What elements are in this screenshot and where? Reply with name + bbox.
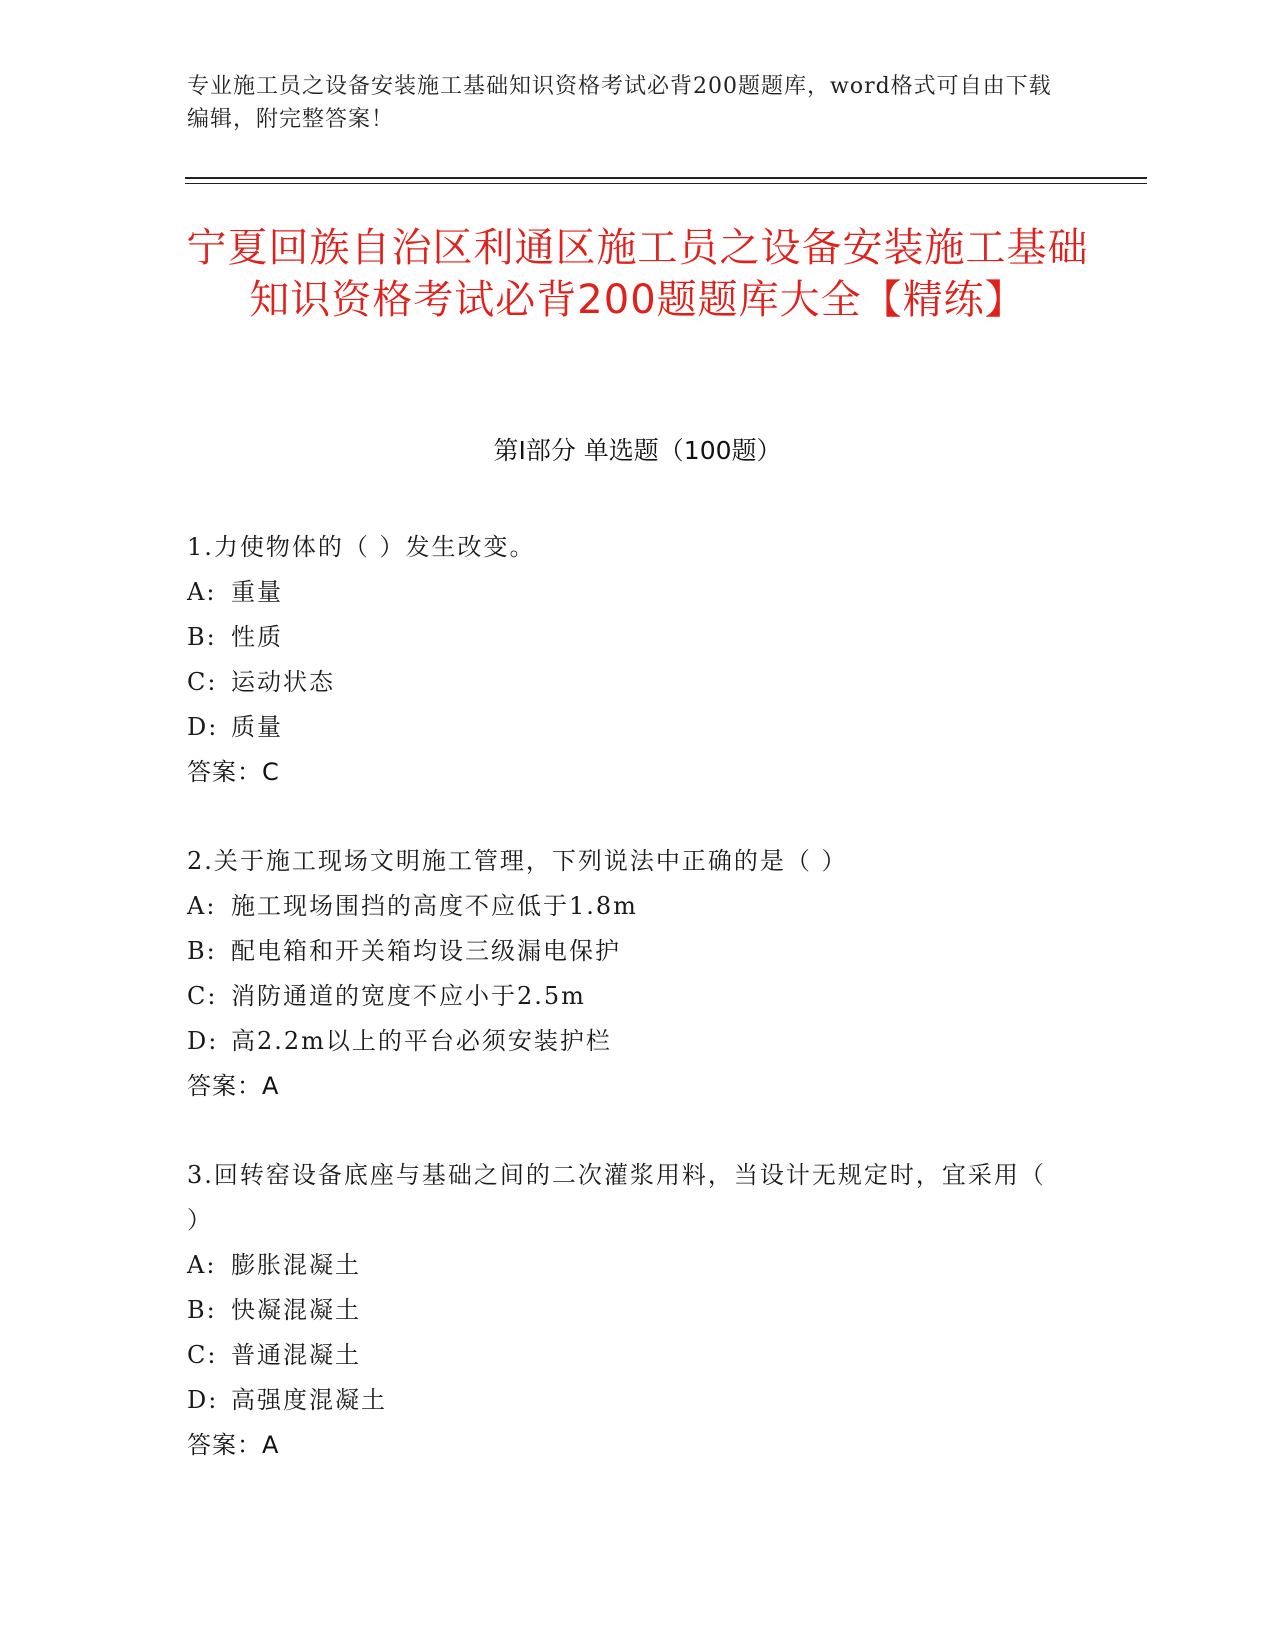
option-text: 性质 xyxy=(231,623,283,651)
answer-label: 答案： xyxy=(187,758,262,786)
answer-line xyxy=(187,1064,1067,1109)
option-letter: A: xyxy=(187,578,217,606)
header-rule-thick xyxy=(185,177,1147,179)
question-stem: 3.回转窑设备底座与基础之间的二次灌浆用料，当设计无规定时，宜采用（ ） xyxy=(187,1161,1046,1234)
option-d xyxy=(187,1019,1067,1064)
option-letter: A: xyxy=(187,1251,217,1279)
option-a xyxy=(187,1243,1067,1288)
option-text: 重量 xyxy=(231,578,283,606)
option-d xyxy=(187,705,1067,750)
option-b xyxy=(187,615,1067,660)
option-text: 高强度混凝土 xyxy=(231,1386,387,1414)
question-list xyxy=(187,525,1067,1512)
option-text: 消防通道的宽度不应小于2.5m xyxy=(231,982,586,1010)
option-letter: C: xyxy=(187,668,218,696)
question-3 xyxy=(187,1153,1067,1468)
option-letter: B: xyxy=(187,623,217,651)
option-letter: D: xyxy=(187,1386,219,1414)
option-letter: D: xyxy=(187,1027,219,1055)
option-text: 施工现场围挡的高度不应低于1.8m xyxy=(231,892,638,920)
answer-value: C xyxy=(262,758,280,786)
answer-label: 答案： xyxy=(187,1072,262,1100)
option-letter: C: xyxy=(187,1341,218,1369)
section-title: 第Ⅰ部分 单选题（100题） xyxy=(493,436,782,465)
option-b xyxy=(187,1288,1067,1333)
option-text: 配电箱和开关箱均设三级漏电保护 xyxy=(231,937,621,965)
answer-line xyxy=(187,750,1067,795)
answer-value: A xyxy=(262,1431,280,1459)
question-stem: 1.力使物体的（ ）发生改变。 xyxy=(187,533,536,561)
document-title: 宁夏回族自治区利通区施工员之设备安装施工基础知识资格考试必背200题题库大全【精练】 xyxy=(186,225,1089,323)
option-letter: D: xyxy=(187,713,219,741)
question-2 xyxy=(187,839,1067,1109)
option-letter: A: xyxy=(187,892,217,920)
option-text: 普通混凝土 xyxy=(231,1341,361,1369)
option-letter: B: xyxy=(187,937,217,965)
answer-line xyxy=(187,1423,1067,1468)
option-text: 高2.2m以上的平台必须安装护栏 xyxy=(231,1027,612,1055)
header-note: 专业施工员之设备安装施工基础知识资格考试必背200题题库，word格式可自由下载编辑，附完整答案！ xyxy=(187,74,1052,132)
option-c xyxy=(187,974,1067,1019)
option-letter: B: xyxy=(187,1296,217,1324)
option-text: 运动状态 xyxy=(231,668,335,696)
option-b xyxy=(187,929,1067,974)
option-letter: C: xyxy=(187,982,218,1010)
option-text: 质量 xyxy=(231,713,283,741)
header-rule-thin xyxy=(185,183,1147,184)
answer-value: A xyxy=(262,1072,280,1100)
answer-label: 答案： xyxy=(187,1431,262,1459)
option-d xyxy=(187,1378,1067,1423)
option-text: 膨胀混凝土 xyxy=(231,1251,361,1279)
option-a xyxy=(187,570,1067,615)
option-a xyxy=(187,884,1067,929)
option-text: 快凝混凝土 xyxy=(231,1296,361,1324)
option-c xyxy=(187,1333,1067,1378)
question-stem: 2.关于施工现场文明施工管理，下列说法中正确的是（ ） xyxy=(187,847,848,875)
option-c xyxy=(187,660,1067,705)
question-1 xyxy=(187,525,1067,795)
